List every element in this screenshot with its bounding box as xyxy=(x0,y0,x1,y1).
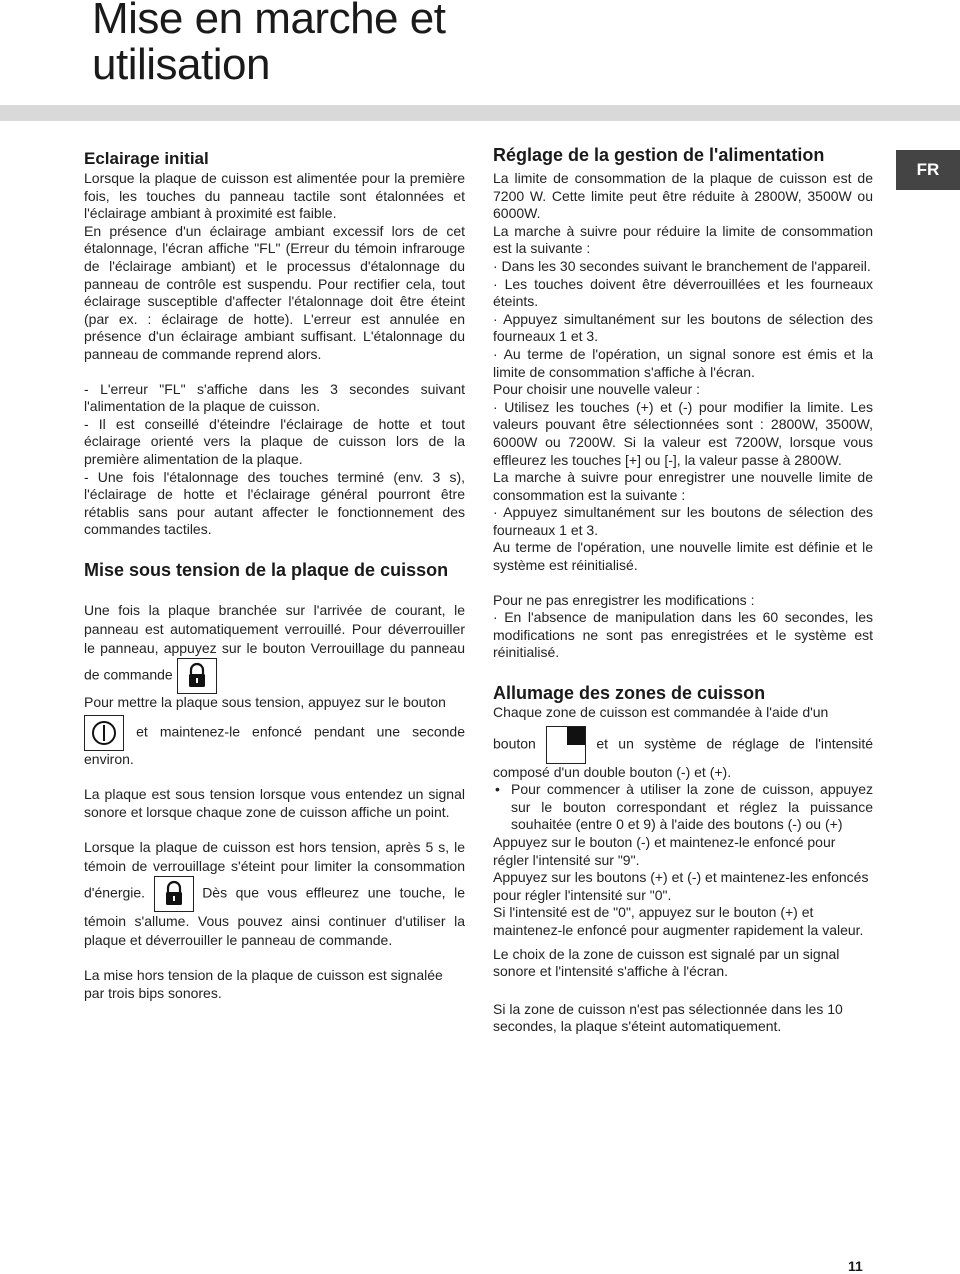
paragraph: La mise hors tension de la plaque de cuisson est signalée par trois bips sonores. xyxy=(84,967,443,1001)
paragraph: Appuyez sur le bouton (-) et maintenez-le enfoncé pour régler l'intensité sur "9". xyxy=(493,834,836,868)
bullet-item: • Pour commencer à utiliser la zone de cuisson, appuyez sur le bouton correspondant et réglez la puissance souhaitée (entre 0 et 9) à l'aide des boutons (-) ou (+) xyxy=(493,781,873,834)
paragraph: · Utilisez les touches (+) et (-) pour modifier la limite. Les valeurs pouvant être sélectionnées sont : 2800W, 3500W, 6000W ou 7200W. Si la valeur est 7200W, lorsque vous effleurez les touches [+] ou [-], la valeur passe à 2800W. xyxy=(493,398,873,468)
paragraph: · Les touches doivent être déverrouillées et les fourneaux éteints. xyxy=(493,275,873,310)
paragraph: Lorsque la plaque de cuisson est alimentée pour la première fois, les touches du panneau tactile sont étalonnées et l'éclairage ambiant à proximité est faible. xyxy=(84,170,465,222)
paragraph: Si la zone de cuisson n'est pas sélectionnée dans les 10 secondes, la plaque s'éteint automatiquement. xyxy=(493,1000,843,1035)
paragraph: · Dans les 30 secondes suivant le branchement de l'appareil. xyxy=(493,257,871,274)
page-number: 11 xyxy=(848,1258,863,1274)
paragraph: Si l'intensité est de "0", appuyez sur le bouton (+) et maintenez-le enfoncé pour augmenter rapidement la valeur. xyxy=(493,904,864,938)
paragraph: · Appuyez simultanément sur les boutons de sélection des fourneaux 1 et 3. xyxy=(493,310,873,345)
paragraph: Une fois la plaque branchée sur l'arrivée de courant, le panneau est automatiquement verrouillé. Pour déverrouiller le panneau, appuyez sur le bouton Verrouillage du panneau de commande xyxy=(84,601,465,683)
control-lock-icon xyxy=(177,658,217,694)
section-heading-initial-lighting: Eclairage initial xyxy=(84,149,209,168)
paragraph: La plaque est sous tension lorsque vous entendez un signal sonore et lorsque chaque zone de cuisson affiche un point. xyxy=(84,786,465,820)
page-header xyxy=(0,0,960,106)
page-title: Mise en marche et utilisation xyxy=(92,0,446,89)
paragraph: La marche à suivre pour réduire la limite de consommation est la suivante : xyxy=(493,222,873,257)
header-band xyxy=(0,105,960,121)
paragraph: La limite de consommation de la plaque de cuisson est de 7200 W. Cette limite peut être réduite à 2800W, 3500W ou 6000W. xyxy=(493,170,873,222)
paragraph: Lorsque la plaque de cuisson est hors tension, après 5 s, le témoin de verrouillage s'éteint pour limiter la consommation d'énergie. xyxy=(84,839,465,901)
paragraph: · En l'absence de manipulation dans les 60 secondes, les modifications ne sont pas enregistrées et le système est réinitialisé. xyxy=(493,609,873,661)
paragraph: Au terme de l'opération, une nouvelle limite est définie et le système est réinitialisé. xyxy=(493,539,873,574)
paragraph: Appuyez sur les boutons (+) et (-) et maintenez-les enfoncés pour régler l'intensité sur "0". xyxy=(493,869,869,903)
cooking-zone-icon xyxy=(546,726,586,764)
section-heading-power-management: Réglage de la gestion de l'alimentation xyxy=(493,145,825,165)
paragraph: et maintenez-le enfoncé pendant une seconde environ. xyxy=(84,724,465,768)
paragraph: Le choix de la zone de cuisson est signalé par un signal sonore et l'intensité s'affiche à l'écran. xyxy=(493,945,840,980)
lock-indicator-icon xyxy=(154,876,194,912)
left-column xyxy=(84,148,465,1002)
paragraph: - Il est conseillé d'éteindre l'éclairage de hotte et tout éclairage orienté vers la plaque de cuisson lors de la première alimentation de la plaque. xyxy=(84,415,465,467)
section-heading-power-on: Mise sous tension de la plaque de cuisson xyxy=(84,559,449,580)
section-heading-cooking-zones: Allumage des zones de cuisson xyxy=(493,683,766,704)
paragraph: Pour choisir une nouvelle valeur : xyxy=(493,381,701,398)
language-tab: FR xyxy=(896,150,960,190)
paragraph: · Au terme de l'opération, un signal sonore est émis et la limite de consommation s'affiche à l'écran. xyxy=(493,345,873,380)
paragraph: Pour mettre la plaque sous tension, appuyez sur le bouton xyxy=(84,693,446,710)
paragraph: En présence d'un éclairage ambiant excessif lors de cet étalonnage, l'écran affiche "FL" (Erreur du témoin infrarouge de l'éclairage ambiant) et le processus d'étalonnage du panneau de contrôle est suspendu. Pour rectifier cela, tout éclairage susceptible d'affecter l'étalonnage doit être éteint (par ex. : éclairage de hotte). L'erreur est annulée en présence d'un éclairage ambiant suffisant. L'étalonnage du panneau de commande reprend alors. xyxy=(84,222,465,362)
paragraph: - L'erreur "FL" s'affiche dans les 3 secondes suivant l'alimentation de la plaque de cuisson. xyxy=(84,380,465,415)
paragraph: · Appuyez simultanément sur les boutons de sélection des fourneaux 1 et 3. xyxy=(493,504,873,538)
paragraph: Pour ne pas enregistrer les modifications : xyxy=(493,591,755,608)
paragraph: - Une fois l'étalonnage des touches terminé (env. 3 s), l'éclairage de hotte et l'éclairage général pourront être rétablis sans pour autant affecter le fonctionnement des commandes tactiles. xyxy=(84,468,465,538)
right-column: Réglage de la gestion de l'alimentation La limite de consommation de la plaque de cuisson est de 7200 W. Cette limite peut être réduite à 2800W, 3500W ou 6000W. La marche à suivre pour réduire la limite de consommation est la suivante : · Dans les 30 secondes suivant le branchement de l'appareil. · Les touches doivent être déverrouillées et les fourneaux éteints. · Appuyez simultanément sur les boutons de sélection des fourneaux 1 et 3. · Au terme de l'opération, un signal sonore est émis et la limite de consommation s'affiche à l'écran. Pour choisir une nouvelle valeur : · Utilisez les touches (+) et (-) pour modifier la limite. Les valeurs pouvant être sélectionnées sont : 2800W, 3500W, 6000W ou 7200W. Si la valeur est 7200W, lorsque vous effleurez les touches [+] ou [-], la valeur passe à 2800W. La marche à suivre pour enregistrer une nouvelle limite de consommation est la suivante : · Appuyez simultanément sur les boutons de sélection des fourneaux 1 et 3. Au terme de l'opération, une nouvelle limite est définie et le système est réinitialisé. Pour ne pas enregistrer les modifications : · En l'absence de manipulation dans les 60 secondes, les modifications ne sont pas enregistrées et le système est réinitialisé. Allumage des zones de cuisson Chaque zone de cuisson est commandée à l'aide d'un bouton et un système de réglage de l'intensité composé d'un double bouton (-) et (+). • Pour commencer à utiliser la zone de cuisson, appuyez sur le bouton correspondant et réglez la puissance souhaitée (entre 0 et 9) à l'aide des boutons (-) ou (+) Appuyez sur le bouton (-) et maintenez-le enfoncé pour régler l'intensité sur "9". Appuyez sur les boutons (+) et (-) et maintenez-les enfoncés pour régler l'intensité sur "0". Si l'intensité est de "0", appuyez sur le bouton (+) et maintenez-le enfoncé pour augmenter rapidement la valeur. Le choix de la zone de cuisson est signalé par un signal sonore et l'intensité s'affiche à l'écran. Si la zone de cuisson n'est pas sélectionnée dans les 10 secondes, la plaque s'éteint automatiquement. xyxy=(493,144,873,1036)
paragraph: La marche à suivre pour enregistrer une nouvelle limite de consommation est la suivante : xyxy=(493,469,873,503)
paragraph: Dès que vous effleurez une touche, le témoin s'allume. Vous pouvez ainsi continuer d'utiliser la plaque et déverrouiller le panneau de commande. xyxy=(84,884,465,949)
power-icon xyxy=(84,715,124,751)
paragraph: Chaque zone de cuisson est commandée à l'aide d'un xyxy=(493,704,829,721)
